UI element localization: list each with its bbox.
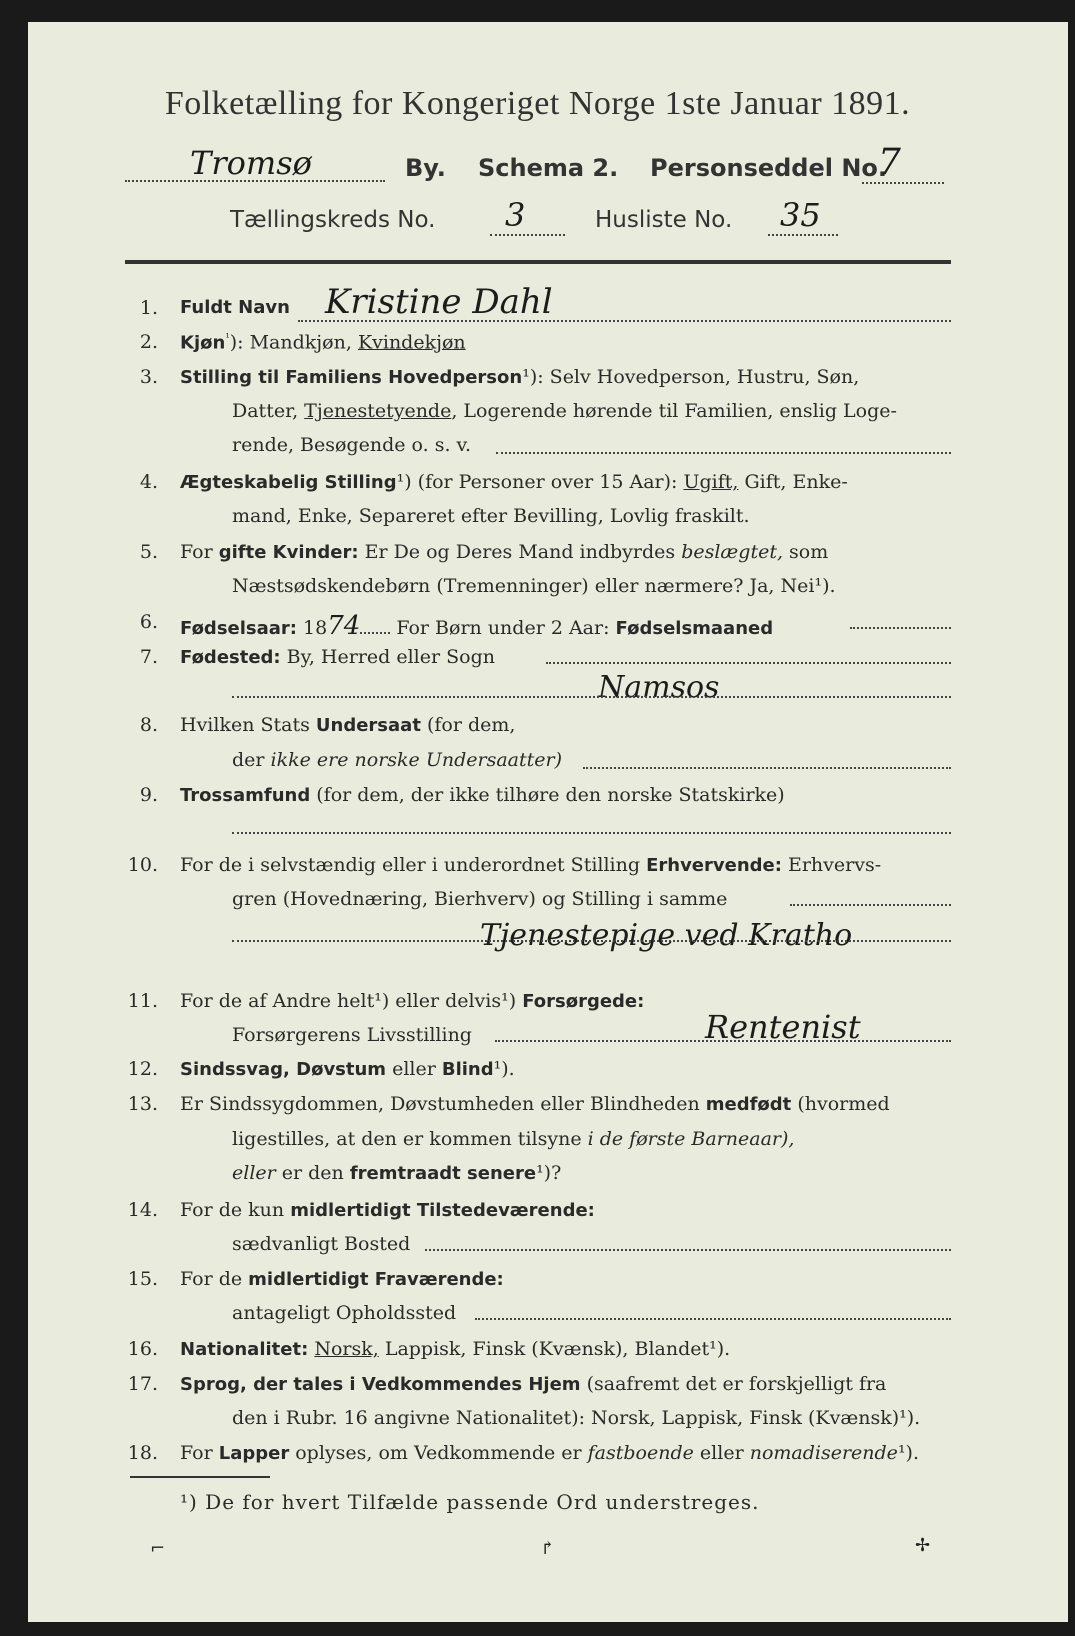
row-number: 11. <box>127 990 158 1012</box>
personseddel-dotted-line <box>862 182 944 184</box>
row-number: 10. <box>127 854 158 876</box>
row-9 <box>0 784 1075 818</box>
birthyear-handwritten: 74 <box>327 611 361 641</box>
row-text: eller <box>386 1058 442 1080</box>
husliste-dotted-line <box>768 234 838 236</box>
row-text: ¹)? <box>536 1162 562 1184</box>
name-handwritten: Kristine Dahl <box>325 282 553 322</box>
row-15 <box>0 1268 1075 1302</box>
row-text: Gift, Enke- <box>738 471 848 493</box>
field-label: Forsørgede: <box>522 991 645 1012</box>
corner-mark-right: ✢ <box>915 1535 931 1556</box>
occupation-handwritten: Tjenestepige ved Kratho <box>480 918 853 953</box>
row-10 <box>0 854 1075 888</box>
row-16 <box>0 1338 1075 1372</box>
row-14 <box>0 1199 1075 1233</box>
row-text: Datter, <box>232 400 305 422</box>
row-text: er den <box>275 1162 350 1184</box>
footnote-rule <box>130 1476 270 1478</box>
row-11-dotted-line <box>495 1040 951 1042</box>
row-3-dotted-line <box>496 452 951 454</box>
header-rule <box>125 260 951 264</box>
field-label: Fødselsaar: <box>180 618 297 639</box>
selected-option: Norsk, <box>314 1338 379 1360</box>
field-label: medfødt <box>705 1094 792 1115</box>
taellingskreds-label: Tællingskreds No. <box>230 207 436 233</box>
row-text: antageligt Opholdssted <box>232 1302 457 1324</box>
row-number: 13. <box>127 1093 158 1115</box>
row-text: beslægtet, <box>681 541 784 563</box>
row-8 <box>0 714 1075 748</box>
row-text: Er De og Deres Mand indbyrdes <box>358 541 682 563</box>
selected-option: Ugift, <box>683 471 739 493</box>
birthplace-handwritten: Namsos <box>598 670 720 705</box>
row-text: den i Rubr. 16 angivne Nationalitet): Norsk, Lappisk, Finsk (Kvænsk)¹). <box>232 1407 921 1429</box>
row-6-dotted-line <box>850 627 951 629</box>
row-text: 18 <box>297 617 328 639</box>
row-text: , Logerende hørende til Familien, enslig Loge- <box>451 400 897 422</box>
field-label: Nationalitet: <box>180 1339 309 1360</box>
personseddel-label: Personseddel No. <box>650 154 888 182</box>
row-text: For Børn under 2 Aar: <box>390 617 616 639</box>
row-text: For de kun <box>180 1199 291 1221</box>
husliste-number: 35 <box>780 196 821 234</box>
row-3 <box>0 366 1075 400</box>
row-8-line-2 <box>0 749 1075 783</box>
taellingskreds-number: 3 <box>505 196 526 234</box>
row-number: 4. <box>139 471 158 493</box>
row-number: 14. <box>127 1199 158 1221</box>
row-number: 5. <box>139 541 158 563</box>
footnote: ¹) De for hvert Tilfælde passende Ord understreges. <box>180 1490 760 1514</box>
row-9-dotted-line <box>232 832 951 834</box>
row-7-dotted-line <box>546 662 951 664</box>
taellingskreds-dotted-line <box>490 234 565 236</box>
row-2 <box>0 331 1075 365</box>
field-label: Erhvervende: <box>646 855 782 876</box>
row-text: eller <box>693 1442 750 1464</box>
field-label: Blind <box>441 1059 494 1080</box>
row-5 <box>0 541 1075 575</box>
birthyear-dotted-line <box>360 632 390 634</box>
row-3-line-2 <box>0 400 1075 434</box>
field-label: Stilling til Familiens Hovedperson <box>180 367 523 388</box>
row-text: Næstsødskendebørn (Tremenninger) eller nærmere? Ja, Nei¹). <box>232 575 836 597</box>
field-label: Lapper <box>218 1443 290 1464</box>
row-text: (for dem, <box>420 714 516 736</box>
sup: ¹ <box>225 331 230 344</box>
row-13 <box>0 1093 1075 1127</box>
corner-mark-center: ↱ <box>540 1538 556 1559</box>
row-12 <box>0 1058 1075 1092</box>
name-dotted-line <box>298 320 951 322</box>
row-text: (for dem, der ikke tilhøre den norske Statskirke) <box>310 784 785 806</box>
row-8-dotted-line <box>583 767 951 769</box>
row-number: 1. <box>139 297 158 319</box>
row-text: Hvilken Stats <box>180 714 316 736</box>
row-10-dotted-line-2 <box>232 940 951 942</box>
row-text: fastboende <box>587 1442 694 1464</box>
row-text: i de første Barneaar), <box>587 1128 795 1150</box>
row-number: 8. <box>139 714 158 736</box>
row-number: 7. <box>139 646 158 668</box>
form-title: Folketælling for Kongeriget Norge 1ste Januar 1891. <box>164 85 911 122</box>
field-label: Sindssvag, Døvstum <box>180 1059 387 1080</box>
row-10-dotted-line <box>790 904 951 906</box>
row-text: (hvormed <box>791 1093 890 1115</box>
row-text: ikke ere norske Undersaatter) <box>270 749 562 771</box>
field-label: Fuldt Navn <box>180 297 290 318</box>
row-14-dotted-line <box>425 1249 951 1251</box>
row-number: 9. <box>139 784 158 806</box>
row-4-line-2 <box>0 505 1075 539</box>
row-13-line-3 <box>0 1162 1075 1196</box>
row-4 <box>0 471 1075 505</box>
city-handwritten: Tromsø <box>190 144 312 182</box>
corner-mark-left: ⌐ <box>150 1538 166 1559</box>
row-text: Lappisk, Finsk (Kvænsk), Blandet¹). <box>378 1338 731 1360</box>
row-text: gren (Hovednæring, Bierhverv) og Stilling i samme <box>232 888 728 910</box>
row-text: eller <box>232 1162 276 1184</box>
schema-label: Schema 2. <box>478 154 619 182</box>
row-text: For de i selvstændig eller i underordnet Stilling <box>180 854 647 876</box>
row-number: 17. <box>127 1373 158 1395</box>
row-3-line-3 <box>0 434 1075 468</box>
field-label: Sprog, der tales i Vedkommendes Hjem <box>180 1374 581 1395</box>
row-number: 6. <box>139 611 158 633</box>
row-18 <box>0 1442 1075 1476</box>
field-label: midlertidigt Fraværende: <box>248 1269 504 1290</box>
row-text: ¹): Selv Hovedperson, Hustru, Søn, <box>522 366 860 388</box>
row-text: som <box>783 541 829 563</box>
row-17 <box>0 1373 1075 1407</box>
row-text: ): Mandkjøn, <box>229 331 358 354</box>
row-text: nomadiserende <box>749 1442 898 1464</box>
row-text: rende, Besøgende o. s. v. <box>232 434 472 456</box>
row-number: 15. <box>127 1268 158 1290</box>
row-text: Er Sindssygdommen, Døvstumheden eller Blindheden <box>180 1093 706 1115</box>
field-label: Kjøn <box>180 332 226 354</box>
row-number: 18. <box>127 1442 158 1464</box>
row-text: (saafremt det er forskjelligt fra <box>580 1373 887 1395</box>
field-label: Trossamfund <box>180 785 311 806</box>
row-number: 16. <box>127 1338 158 1360</box>
by-label: By. <box>405 154 446 182</box>
row-text: By, Herred eller Sogn <box>280 646 495 668</box>
row-text: For de af Andre helt¹) eller delvis¹) <box>180 990 523 1012</box>
field-label: midlertidigt Tilstedeværende: <box>290 1200 595 1221</box>
husliste-label: Husliste No. <box>595 207 733 233</box>
provider-handwritten: Rentenist <box>705 1008 861 1046</box>
row-text: For de <box>180 1268 249 1290</box>
row-text: der <box>232 749 271 771</box>
field-label: Ægteskabelig Stilling <box>180 472 397 493</box>
field-label: Fødselsmaaned <box>615 618 774 639</box>
row-15-dotted-line <box>475 1318 951 1320</box>
row-13-line-2 <box>0 1128 1075 1162</box>
selected-option: Tjenestetyende <box>304 400 452 422</box>
row-text: For <box>180 541 219 563</box>
row-text: For <box>180 1442 219 1464</box>
row-number: 3. <box>139 366 158 388</box>
personseddel-number: 7 <box>878 142 901 183</box>
row-5-line-2 <box>0 575 1075 609</box>
row-text: ligestilles, at den er kommen tilsyne <box>232 1128 588 1150</box>
row-text: Forsørgerens Livsstilling <box>232 1024 472 1046</box>
row-17-line-2 <box>0 1407 1075 1441</box>
row-number: 2. <box>139 331 158 353</box>
row-7-dotted-line-2 <box>232 696 951 698</box>
row-11 <box>0 990 1075 1024</box>
row-text: ¹) (for Personer over 15 Aar): <box>396 471 684 493</box>
row-text: oplyses, om Vedkommende er <box>289 1442 588 1464</box>
selected-option: Kvindekjøn <box>357 331 466 354</box>
field-label: fremtraadt senere <box>349 1163 537 1184</box>
row-number: 12. <box>127 1058 158 1080</box>
field-label: gifte Kvinder: <box>218 542 359 563</box>
field-label: Fødested: <box>180 647 281 668</box>
row-text: sædvanligt Bosted <box>232 1233 411 1255</box>
field-label: Undersaat <box>315 715 421 736</box>
row-text: ¹). <box>897 1442 920 1464</box>
row-text: ¹). <box>493 1058 515 1080</box>
row-text: Erhvervs- <box>781 854 882 876</box>
row-text: mand, Enke, Separeret efter Bevilling, Lovlig fraskilt. <box>232 505 750 527</box>
